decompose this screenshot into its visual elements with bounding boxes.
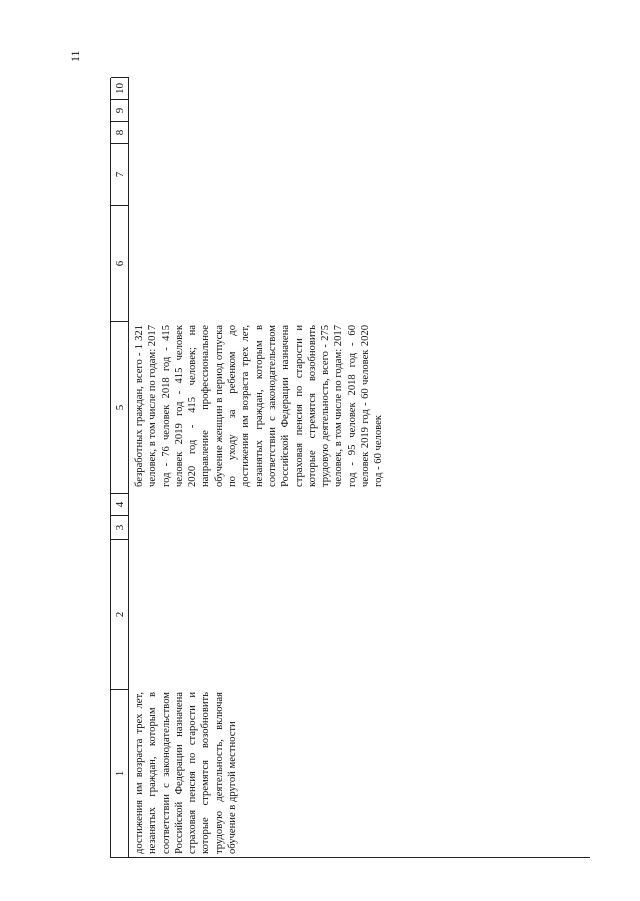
column-3: [111, 515, 590, 539]
header-cell-8: 8: [111, 121, 129, 143]
header-cell-1: 1: [111, 689, 129, 857]
header-cell-9: 9: [111, 99, 129, 121]
column-5-text: безработных граждан, всего - 1 321 человек, в том числе по годам: 2017 год - 76 человек 2018 год - 415 человек 2019 год - 415 человек 2020 год - 415 человек; на направление профессиональное обучение женщин в период отпуска по уходу за ребенком до достижения им возраста трех лет, незанятых граждан, которым в соответствии с законодательством Российской Федерации назначена страховая пенсия по старости и которые стремятся возобновить трудовую деятельность, всего - 275 человек, в том числе по годам: 2017 год - 95 человек 2018 год - 60 человек 2019 год - 60 человек 2020 год - 60 человек: [134, 325, 385, 487]
column-2: [111, 539, 590, 689]
header-cell-5: 5: [111, 321, 129, 493]
column-5: [111, 321, 590, 493]
header-cell-10: 10: [111, 77, 129, 99]
column-6: [111, 205, 590, 321]
header-cell-6: 6: [111, 205, 129, 321]
header-cell-3: 3: [111, 515, 129, 539]
header-cell-7: 7: [111, 143, 129, 205]
column-1-text: достижения им возраста трех лет, незанятых граждан, которым в соответствии с законодательством Российской Федерации назначена страховая пенсия по старости и которые стремятся возобновить трудовую деятельность, включая обучение в другой местности: [134, 692, 239, 854]
column-7: [111, 143, 590, 205]
column-10: [111, 77, 590, 99]
page-number: 11: [68, 50, 82, 62]
column-9: [111, 99, 590, 121]
rotated-table-wrapper: [110, 78, 590, 858]
header-cell-2: 2: [111, 539, 129, 689]
column-8: [111, 121, 590, 143]
column-1: [111, 689, 590, 857]
column-4: [111, 493, 590, 515]
data-table: [110, 78, 590, 858]
header-cell-4: 4: [111, 493, 129, 515]
